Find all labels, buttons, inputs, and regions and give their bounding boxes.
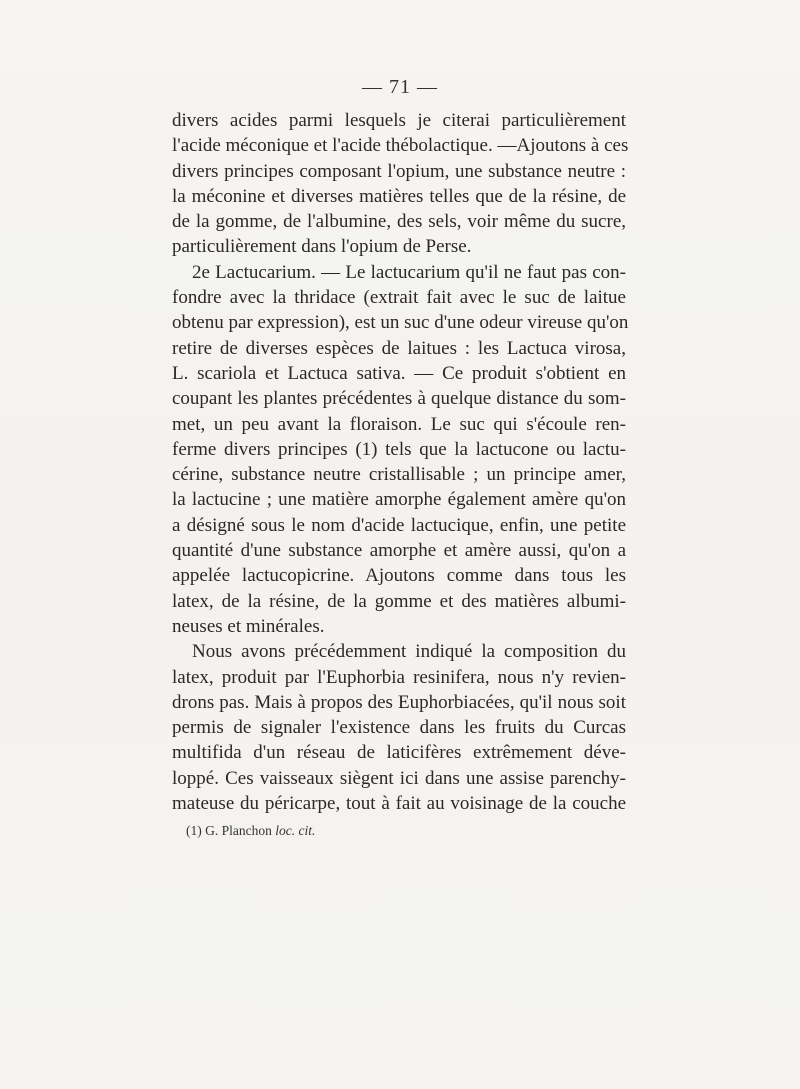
text-line: 2e Lactucarium. — Le lactucarium qu'il ne faut pas con- (192, 261, 626, 283)
text-line: L. scariola et Lactuca sativa. — Ce produit s'obtient en (172, 362, 626, 384)
text-line: retire de diverses espèces de laitues : les Lactuca virosa, (172, 337, 626, 359)
text-line: cérine, substance neutre cristallisable ; un principe amer, (172, 464, 626, 486)
footnote-reference: loc. cit. (275, 823, 316, 838)
text-line: quantité d'une substance amorphe et amère aussi, qu'on a (172, 540, 626, 562)
text-line: obtenu par expression), est un suc d'une odeur vireuse qu'on (172, 312, 629, 334)
text-line: a désigné sous le nom d'acide lactucique, enfin, une petite (172, 514, 626, 536)
footnote-marker: (1) (186, 823, 202, 838)
footnote (186, 823, 315, 839)
text-line: fondre avec la thridace (extrait fait avec le suc de laitue (172, 287, 626, 309)
text-line: appelée lactucopicrine. Ajoutons comme dans tous les (172, 565, 626, 587)
text-line: ferme divers principes (1) tels que la lactucone ou lactu- (172, 438, 626, 460)
text-line: latex, de la résine, de la gomme et des matières albumi- (172, 590, 626, 612)
text-line: divers acides parmi lesquels je citerai particulièrement (172, 110, 626, 131)
text-line: latex, produit par l'Euphorbia resinifera, nous n'y revien- (172, 666, 626, 688)
text-line: l'acide méconique et l'acide thébolactique. —Ajoutons à ces (172, 135, 629, 157)
text-line: multifida d'un réseau de laticifères extrêmement déve- (172, 742, 626, 764)
text-line: la méconine et diverses matières telles que de la résine, de (172, 185, 626, 207)
text-line: coupant les plantes précédentes à quelque distance du som- (172, 388, 626, 410)
text-line: divers principes composant l'opium, une substance neutre : (172, 160, 626, 182)
text-line: mateuse du péricarpe, tout à fait au voisinage de la couche (172, 793, 626, 815)
text-line: drons pas. Mais à propos des Euphorbiacées, qu'il nous soit (172, 691, 626, 713)
text-line: de la gomme, de l'albumine, des sels, voir même du sucre, (172, 211, 626, 233)
text-line: Nous avons précédemment indiqué la composition du (192, 641, 626, 663)
text-line: particulièrement dans l'opium de Perse. (172, 236, 472, 258)
body-text (172, 108, 629, 816)
text-line: loppé. Ces vaisseaux siègent ici dans une assise parenchy- (172, 767, 626, 789)
footnote-author: G. Planchon (205, 823, 272, 838)
text-line: neuses et minérales. (172, 615, 325, 637)
text-line: la lactucine ; une matière amorphe également amère qu'on (172, 489, 626, 511)
text-line: met, un peu avant la floraison. Le suc qui s'écoule ren- (172, 413, 626, 435)
page-number: — 71 — (362, 76, 438, 98)
text-line: permis de signaler l'existence dans les fruits du Curcas (172, 717, 626, 739)
